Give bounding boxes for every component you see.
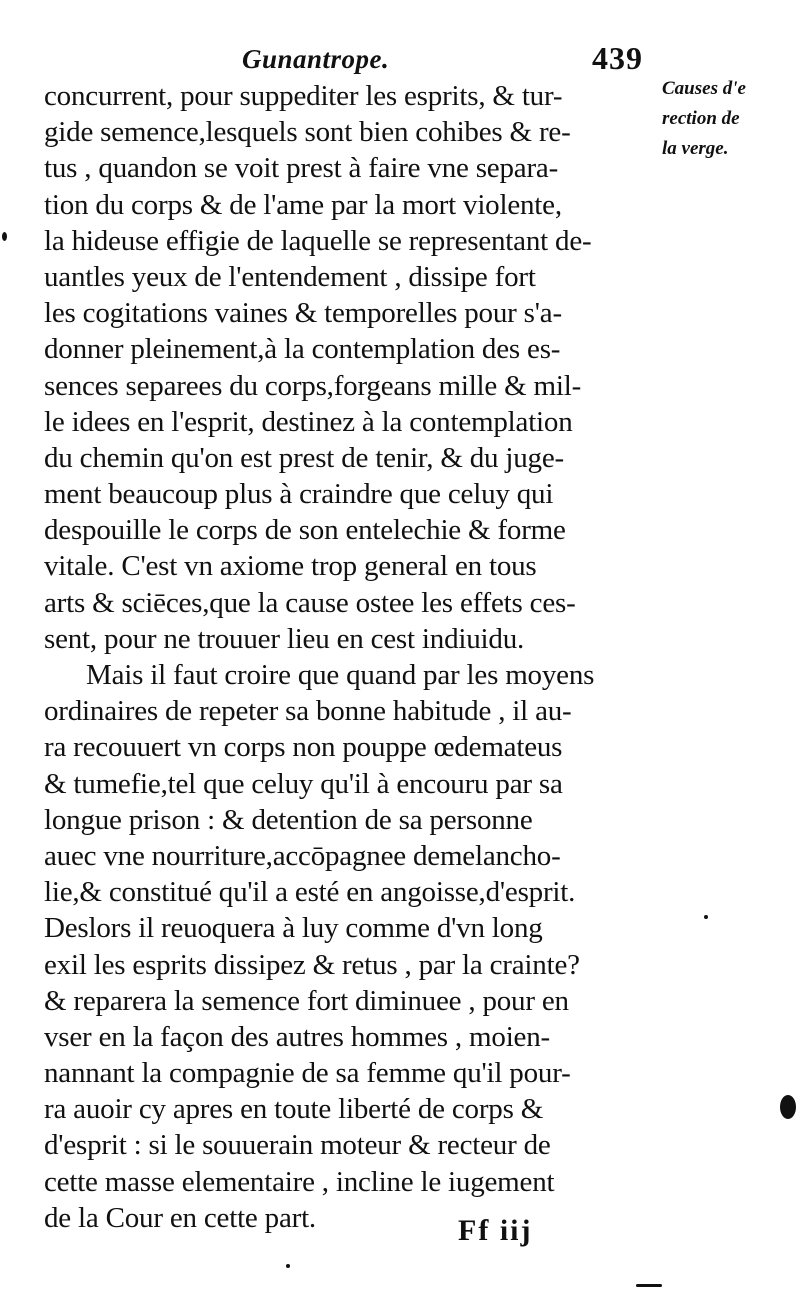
text-line: & tumefie,tel que celuy qu'il à encouru par sa	[44, 767, 563, 800]
text-line: de la Cour en cette part.	[44, 1201, 316, 1234]
text-line: donner pleinement,à la contemplation des es-	[44, 333, 561, 366]
text-line: ment beaucoup plus à craindre que celuy qui	[44, 478, 554, 511]
page-number: 439	[592, 40, 643, 76]
margin-note-line: la verge.	[662, 138, 729, 159]
ink-speck	[636, 1284, 662, 1287]
text-line: arts & sciēces,que la cause ostee les effets ces-	[44, 586, 576, 619]
text-line: auec vne nourriture,accōpagnee demelancho-	[44, 839, 561, 872]
text-line: longue prison : & detention de sa personne	[44, 803, 533, 836]
text-line: ordinaires de repeter sa bonne habitude , il au-	[44, 695, 572, 728]
text-line: du chemin qu'on est prest de tenir, & du juge-	[44, 441, 564, 474]
text-line: ra recouuert vn corps non pouppe œdemateus	[44, 731, 563, 764]
text-line: d'esprit : si le souuerain moteur & recteur de	[44, 1129, 551, 1162]
text-line: la hideuse effigie de laquelle se representant de-	[44, 224, 592, 257]
signature-mark: Ff iij	[458, 1214, 533, 1247]
text-line: les cogitations vaines & temporelles pour s'a-	[44, 297, 562, 330]
margin-note	[662, 74, 794, 164]
body-text	[44, 78, 664, 1236]
ink-speck	[780, 1095, 796, 1119]
text-line: exil les esprits dissipez & retus , par la crainte?	[44, 948, 580, 981]
ink-speck	[286, 1264, 290, 1268]
text-line: concurrent, pour suppediter les esprits, & tur-	[44, 80, 563, 112]
text-line: Mais il faut croire que quand par les moyens	[86, 659, 595, 691]
margin-note-line: rection de	[662, 108, 740, 129]
text-line: Deslors il reuoquera à luy comme d'vn long	[44, 912, 543, 945]
ink-speck	[2, 232, 7, 241]
text-line: le idees en l'esprit, destinez à la contemplation	[44, 405, 573, 438]
text-line: & reparera la semence fort diminuee , pour en	[44, 984, 569, 1017]
text-line: sences separees du corps,forgeans mille & mil-	[44, 369, 582, 402]
margin-note-line: Causes d'e	[662, 78, 746, 99]
text-line: ra auoir cy apres en toute liberté de corps &	[44, 1093, 544, 1126]
text-line: nannant la compagnie de sa femme qu'il pour-	[44, 1057, 571, 1090]
text-line: vser en la façon des autres hommes , moien-	[44, 1020, 550, 1053]
text-line: cette masse elementaire , incline le iugement	[44, 1165, 555, 1198]
text-line: tion du corps & de l'ame par la mort violente,	[44, 188, 562, 221]
text-line: uantles yeux de l'entendement , dissipe fort	[44, 260, 536, 293]
text-line: despouille le corps de son entelechie & forme	[44, 514, 566, 547]
text-line: vitale. C'est vn axiome trop general en tous	[44, 550, 537, 583]
text-line: sent, pour ne trouuer lieu en cest indiuidu.	[44, 622, 525, 655]
ink-speck	[704, 915, 708, 919]
text-line: gide semence,lesquels sont bien cohibes & re-	[44, 116, 571, 149]
running-title: Gunantrope.	[242, 44, 390, 74]
text-line: lie,& constitué qu'il a esté en angoisse,d'esprit.	[44, 876, 576, 909]
text-line: tus , quandon se voit prest à faire vne separa-	[44, 152, 559, 185]
